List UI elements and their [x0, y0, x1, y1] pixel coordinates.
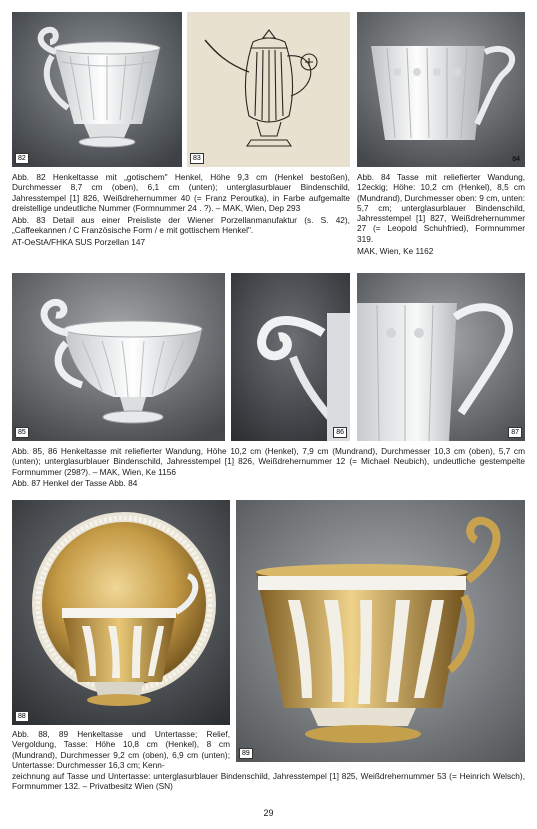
photo-fig-85 [12, 273, 225, 441]
gilded-cup-detail-image [236, 500, 525, 762]
coffeepot-drawing-image [187, 12, 350, 167]
cup-handle-detail-image [231, 273, 350, 441]
photo-fig-86 [231, 273, 350, 441]
caption-82: Abb. 82 Henkeltasse mit „gotischem" Henkel, Höhe 9,3 cm (Henkel bestoßen), Durchmesser 8,7 cm (oben), 6,1 cm (unten); unterglasurblauer Bindenschild, Jahresstempel [1] 826, Weißdrehernummer 40 (= Franz Peroutka), in Farbe aufgemalte dreistellige undeutliche Nummer (Formnummer 24 . ?). – MAK, Wien, Dep 293 [12, 172, 350, 213]
caption-84-source: MAK, Wien, Ke 1162 [357, 245, 434, 256]
dodecagonal-cup-image [357, 12, 525, 167]
figure-number-83: 83 [190, 153, 204, 164]
caption-85-86: Abb. 85, 86 Henkeltasse mit reliefierter Wandung, Höhe 10,2 cm (Henkel), 7,9 cm (Mundrand), Durchmesser 10,3 cm (oben), 5,7 cm (unten); unterglasurblauer Bindenschild, Jahresstempel [1] 826, Weißdrehernummer 12 (= Michael Neubich), undeutliche gestempelte Formnummer (298?). – MAK, Wien, Ke 1156 [12, 446, 525, 477]
caption-88-89-part-a: Abb. 88, 89 Henkeltasse und Untertasse; Relief, Vergoldung, Tasse: Höhe 10,8 cm (Henkel), 8 cm (Mundrand), Durchmesser 9,2 cm (oben), 6,9 cm (unten); Untertasse: Durchmesser 16,3 cm; Kenn- [12, 729, 230, 770]
photo-fig-87 [357, 273, 525, 441]
photo-fig-89 [236, 500, 525, 762]
figure-number-82: 82 [15, 153, 29, 164]
cup-gothic-handle-image [12, 12, 182, 167]
figure-number-84: 84 [512, 156, 520, 163]
photo-fig-82 [12, 12, 182, 167]
caption-85-86-87 [12, 446, 525, 490]
caption-83-source: AT-OeStA/FHKA SUS Porzellan 147 [12, 236, 146, 247]
caption-88-89-part-b: zeichnung auf Tasse und Untertasse: unterglasurblauer Bindenschild, Jahresstempel [1] 825, Weißdrehernummer 53 (= Heinrich Welsch), Formnummer 132. – Privatbesitz Wien (SN) [12, 771, 525, 792]
caption-87: Abb. 87 Henkel der Tasse Abb. 84 [12, 478, 138, 489]
figure-number-89: 89 [239, 748, 253, 759]
drawing-fig-83 [187, 12, 350, 167]
caption-84-text: Abb. 84 Tasse mit reliefierter Wandung, 12eckig; Höhe: 10,2 cm (Henkel), 8,5 cm (Mundrand), Durchmesser oben: 9 cm, unten: 5,7 cm; unterglasurblauer Bindenschild, Jahresstempel [1] 827, Weißdrehernummer 27 (= Leopold Schuhfried), Formnummer 319. [357, 172, 525, 244]
handle-of-cup-84-image [357, 273, 525, 441]
photo-fig-84 [357, 12, 525, 167]
page-number: 29 [263, 808, 274, 818]
caption-88-89-side [12, 729, 230, 772]
caption-82-83 [12, 172, 350, 249]
figure-number-86: 86 [333, 427, 347, 438]
relief-cup-image [12, 273, 225, 441]
figure-number-88: 88 [15, 711, 29, 722]
figure-number-85: 85 [15, 427, 29, 438]
figure-number-87: 87 [508, 427, 522, 438]
photo-fig-88 [12, 500, 230, 725]
caption-84 [357, 172, 525, 257]
caption-88-89-bottom [12, 771, 525, 793]
caption-83: Abb. 83 Detail aus einer Preisliste der Wiener Porzellanmanufaktur (s. S. 42), „Caffeekannen / C Französische Form / e mit gottischem Henkel". [12, 214, 350, 235]
gilded-cup-and-saucer-image [12, 500, 230, 725]
